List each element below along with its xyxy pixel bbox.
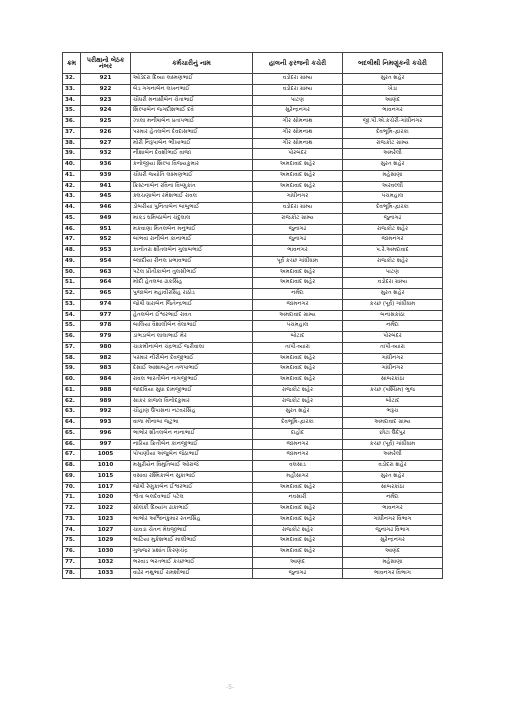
table-row <box>63 568 443 579</box>
table-row <box>63 224 443 235</box>
row-seat-number: 996 <box>81 428 131 439</box>
row-new-office: પ.રે.અમદાવાદ <box>343 246 443 257</box>
row-current-office: મહીસાગર <box>253 471 343 482</box>
row-employee-name: કનોજીયા શિલ્પા વિજયકુમાર <box>131 160 253 171</box>
row-new-office: ભાવનગર <box>343 106 443 117</box>
row-sr: 33. <box>63 84 81 95</box>
row-sr: 64. <box>63 418 81 429</box>
table-row <box>63 385 443 396</box>
row-seat-number: 925 <box>81 117 131 128</box>
table-row <box>63 375 443 386</box>
row-current-office: તાપી-વ્યારા <box>253 342 343 353</box>
row-new-office: દેવભૂમિ-દ્વારકા <box>343 127 443 138</box>
transfer-table <box>62 52 443 579</box>
row-sr: 37. <box>63 127 81 138</box>
row-current-office: રાજકોટ ગ્રામ્ય <box>253 213 343 224</box>
header-employee-name: કર્મચારીનું નામ <box>131 53 253 74</box>
row-employee-name: બાંભવા રાનીબેન કાનાભાઈ <box>131 235 253 246</box>
row-sr: 49. <box>63 256 81 267</box>
row-new-office: ગાંધીનગર <box>343 364 443 375</box>
header-seat-number: પરીક્ષાનો બેઠક નંબર <box>81 53 131 74</box>
row-seat-number: 977 <box>81 310 131 321</box>
row-current-office: વલસાડ <box>253 461 343 472</box>
row-new-office: આણંદ <box>343 95 443 106</box>
row-employee-name: માકડ ઘમિષ્ઠાબેન ચંદુલાલ <box>131 213 253 224</box>
row-seat-number: 941 <box>81 181 131 192</box>
row-current-office: અમદાવાદ શહેર <box>253 375 343 386</box>
row-sr: 71. <box>63 493 81 504</box>
row-new-office: રાજકોટ ગ્રામ્ય <box>343 138 443 149</box>
row-new-office: રાજકોટ શહેર <box>343 224 443 235</box>
row-current-office: નવસારી <box>253 493 343 504</box>
row-new-office: સુરત શહેર <box>343 74 443 85</box>
table-row <box>63 450 443 461</box>
row-sr: 43. <box>63 192 81 203</box>
row-seat-number: 1015 <box>81 471 131 482</box>
row-current-office: જામનગર <box>253 450 343 461</box>
row-sr: 50. <box>63 267 81 278</box>
header-new-office: બદલીથી નિમણૂંકની કચેરી <box>343 53 443 74</box>
row-current-office: સુરત શહેર <box>253 407 343 418</box>
row-employee-name: નારિયા ક્રિતીબેન કાનજીભાઈ <box>131 439 253 450</box>
row-new-office: જી.પી.એ.કચેરી-ગાંધીનગર <box>343 117 443 128</box>
row-seat-number: 945 <box>81 192 131 203</box>
row-employee-name: જાદવિયા સુધા દામજીભાઈ <box>131 385 253 396</box>
row-employee-name: ઓડેદરા દિવ્યા લક્ષ્મણભાઈ <box>131 74 253 85</box>
row-seat-number: 936 <box>81 160 131 171</box>
row-current-office: સુરેન્દ્રનગર <box>253 106 343 117</box>
row-employee-name: હેતલબેન ઈશ્વરભાઈ રાવત <box>131 310 253 321</box>
row-current-office: વડોદરા ગ્રામ્ય <box>253 74 343 85</box>
row-sr: 35. <box>63 106 81 117</box>
row-seat-number: 965 <box>81 289 131 300</box>
row-employee-name: મકવાણા મિતલબેન મનુભાઈ <box>131 224 253 235</box>
row-employee-name: પરમાર નીરીબેન દેવજીભાઈ <box>131 353 253 364</box>
table-row <box>63 149 443 160</box>
table-row <box>63 299 443 310</box>
row-current-office: દાહોદ <box>253 428 343 439</box>
row-current-office: રાજકોટ શહેર <box>253 385 343 396</box>
row-current-office: અમદાવાદ શહેર <box>253 267 343 278</box>
row-current-office: નર્મદા <box>253 289 343 300</box>
row-sr: 46. <box>63 224 81 235</box>
row-new-office: જુનાગઢ વિભાગ <box>343 525 443 536</box>
row-sr: 41. <box>63 170 81 181</box>
table-row <box>63 536 443 547</box>
row-sr: 32. <box>63 74 81 85</box>
row-new-office: સુરત શહેર <box>343 289 443 300</box>
table-row <box>63 170 443 181</box>
row-current-office: અમદાવાદ શહેર <box>253 482 343 493</box>
row-employee-name: ડોબરીયા પુનિતાબેન બાબુભાઈ <box>131 203 253 214</box>
row-sr: 67. <box>63 450 81 461</box>
row-new-office: જામનગર <box>343 235 443 246</box>
row-sr: 42. <box>63 181 81 192</box>
row-sr: 51. <box>63 278 81 289</box>
table-row <box>63 84 443 95</box>
row-current-office: અમદાવાદ શહેર <box>253 504 343 515</box>
table-row <box>63 74 443 85</box>
row-current-office: અમદાવાદ ગ્રામ્ય <box>253 310 343 321</box>
row-current-office: વડોદરા ગ્રામ્ય <box>253 84 343 95</box>
row-current-office: અમદાવાદ શહેર <box>253 514 343 525</box>
row-new-office: અરવલ્લી <box>343 181 443 192</box>
row-seat-number: 951 <box>81 224 131 235</box>
row-seat-number: 1020 <box>81 493 131 504</box>
row-seat-number: 983 <box>81 364 131 375</box>
row-employee-name: સોલંકી દિવ્યાંગ ઢાકાભાઈ <box>131 504 253 515</box>
row-seat-number: 1032 <box>81 557 131 568</box>
table-row <box>63 95 443 106</box>
row-new-office: સુરત શહેર <box>343 160 443 171</box>
row-new-office: કચ્છ (પશ્ચિમ) ભુજ <box>343 385 443 396</box>
table-row <box>63 321 443 332</box>
row-sr: 72. <box>63 504 81 515</box>
row-new-office: વડોદરા ગ્રામ્ય <box>343 278 443 289</box>
row-current-office: પૂર્વ કચ્છ ગાંધીધામ <box>253 256 343 267</box>
row-seat-number: 992 <box>81 407 131 418</box>
row-current-office: જામનગર <box>253 299 343 310</box>
row-sr: 39. <box>63 149 81 160</box>
table-row <box>63 235 443 246</box>
row-sr: 54. <box>63 310 81 321</box>
row-current-office: અમદાવાદ શહેર <box>253 547 343 558</box>
row-seat-number: 952 <box>81 235 131 246</box>
row-current-office: ગીર સોમનાથ <box>253 138 343 149</box>
row-seat-number: 1010 <box>81 461 131 472</box>
row-current-office: જુનાગઢ <box>253 235 343 246</box>
row-current-office: પોરબંદર <box>253 149 343 160</box>
row-seat-number: 1030 <box>81 547 131 558</box>
row-sr: 65. <box>63 428 81 439</box>
row-employee-name: પોપાણીયા અંજુબેન જેઠાભાઈ <box>131 450 253 461</box>
table-row <box>63 439 443 450</box>
row-employee-name: વાઢેર નથુભાઈ રામશીભાઈ <box>131 568 253 579</box>
row-new-office: બનાસકાંઠા <box>343 310 443 321</box>
row-sr: 44. <box>63 203 81 214</box>
row-employee-name: ચાવડા ચેતન મેઘજીભાઈ <box>131 525 253 536</box>
row-employee-name: ભાટિયા મુકેશભાઈ માલીભાઈ <box>131 536 253 547</box>
row-sr: 55. <box>63 321 81 332</box>
page-footer-mark: -5- <box>226 684 235 691</box>
row-new-office: મહેસાણા <box>343 170 443 181</box>
row-sr: 73. <box>63 514 81 525</box>
row-new-office: ખેડા <box>343 84 443 95</box>
row-sr: 78. <box>63 568 81 579</box>
row-sr: 36. <box>63 117 81 128</box>
row-seat-number: 1005 <box>81 450 131 461</box>
row-seat-number: 939 <box>81 170 131 181</box>
row-employee-name: કાનોતરા શીતલબેન ગુલાબભાઈ <box>131 246 253 257</box>
table-row <box>63 353 443 364</box>
row-seat-number: 1017 <box>81 482 131 493</box>
row-employee-name: વાળા મીનાબા જટુભા <box>131 418 253 429</box>
row-seat-number: 1029 <box>81 536 131 547</box>
row-current-office: આણંદ <box>253 557 343 568</box>
row-sr: 53. <box>63 299 81 310</box>
table-row <box>63 181 443 192</box>
row-current-office: ગીર સોમનાથ <box>253 117 343 128</box>
row-employee-name: મોદી હેતલબા ઢાકસિંહ <box>131 278 253 289</box>
table-row <box>63 106 443 117</box>
row-seat-number: 982 <box>81 353 131 364</box>
row-seat-number: 923 <box>81 95 131 106</box>
row-employee-name: ચૌધરી મનાક્ષીબેન ચેતાભાઈ <box>131 95 253 106</box>
row-employee-name: બ્લાદીયા રીનલ પ્રભાવભાઈ <box>131 256 253 267</box>
row-new-office: બોટાદ <box>343 396 443 407</box>
table-row <box>63 117 443 128</box>
row-employee-name: ચાકમીનાબેન ચંદ્રભાઈ જરીવાલા <box>131 342 253 353</box>
row-sr: 47. <box>63 235 81 246</box>
row-employee-name: ચૌહાણ ઉપાસના નટવરસિંહ <box>131 407 253 418</box>
row-new-office: જુનાગઢ <box>343 213 443 224</box>
row-new-office: રાજકોટ શહેર <box>343 256 443 267</box>
row-new-office: ભરૂચ <box>343 407 443 418</box>
row-sr: 59. <box>63 364 81 375</box>
row-sr: 60. <box>63 375 81 386</box>
table-row <box>63 482 443 493</box>
row-employee-name: જોષી ધારાબેન જિતેન્દ્રભાઈ <box>131 299 253 310</box>
table-row <box>63 213 443 224</box>
table-row <box>63 256 443 267</box>
row-sr: 56. <box>63 332 81 343</box>
row-current-office: અમદાવાદ શહેર <box>253 170 343 181</box>
table-body <box>63 74 443 579</box>
row-new-office: મહેસાણા <box>343 557 443 568</box>
table-row <box>63 246 443 257</box>
row-new-office: છોટા ઉદેપુર <box>343 428 443 439</box>
row-employee-name: ક્લચણાબેન રમેશભાઈ રાવલ <box>131 192 253 203</box>
row-new-office: આણંદ <box>343 547 443 558</box>
row-seat-number: 946 <box>81 203 131 214</box>
table-row <box>63 278 443 289</box>
row-employee-name: બાલિયા વૈશાલીબેન વેલાભાઈ <box>131 321 253 332</box>
row-sr: 34. <box>63 95 81 106</box>
row-new-office: અમદાવાદ ગ્રામ્ય <box>343 418 443 429</box>
row-sr: 77. <box>63 557 81 568</box>
row-sr: 58. <box>63 353 81 364</box>
row-new-office: અમરેલી <box>343 450 443 461</box>
row-sr: 66. <box>63 439 81 450</box>
row-seat-number: 980 <box>81 342 131 353</box>
header-sr: ક્રમ <box>63 53 81 74</box>
row-current-office: જુનાગઢ <box>253 568 343 579</box>
row-seat-number: 924 <box>81 106 131 117</box>
row-current-office: રાજકોટ શહેર <box>253 396 343 407</box>
row-seat-number: 993 <box>81 418 131 429</box>
row-current-office: પાટણ <box>253 95 343 106</box>
row-new-office: ગાંધીનગર <box>343 353 443 364</box>
row-employee-name: પુજાબેન મહાવીરસિંહ રાઠોડ <box>131 289 253 300</box>
row-current-office: ભાવનગર <box>253 246 343 257</box>
row-employee-name: ભાભોર અશ્વિનકુમાર રતનસિંહ <box>131 514 253 525</box>
table-row <box>63 127 443 138</box>
row-new-office: સુરત શહેર <box>343 471 443 482</box>
row-employee-name: ડાભડાબેન લાલાભાઈ મેર <box>131 332 253 343</box>
row-current-office: ગાંધીનગર <box>253 192 343 203</box>
row-employee-name: ભાભોર શીતલબેન નાનાભાઈ <box>131 428 253 439</box>
table-row <box>63 547 443 558</box>
table-row <box>63 203 443 214</box>
row-employee-name: શ્વેતા બલદેવભાઈ પટેલ <box>131 493 253 504</box>
table-row <box>63 557 443 568</box>
row-seat-number: 953 <box>81 246 131 257</box>
row-current-office: રાજકોટ શહેર <box>253 525 343 536</box>
row-employee-name: વસાવા રશ્મિકાબેન સુકાભાઈ <box>131 471 253 482</box>
row-seat-number: 1023 <box>81 514 131 525</box>
row-employee-name: મસુરીયેન વિમુતિબાઈ ઓરાજે <box>131 461 253 472</box>
table-row <box>63 310 443 321</box>
row-sr: 62. <box>63 396 81 407</box>
table-row <box>63 471 443 482</box>
row-employee-name: પટેલ પ્રીતીકાબેન તુલસીભાઈ <box>131 267 253 278</box>
row-employee-name: ક્રિસ્ટનાબેન રવિના વિષ્ણુકાંત <box>131 181 253 192</box>
table-row <box>63 267 443 278</box>
row-sr: 63. <box>63 407 81 418</box>
row-current-office: અમદાવાદ શહેર <box>253 160 343 171</box>
row-employee-name: ઝાલા મનીષાબેન પ્રતાપભાઈ <box>131 117 253 128</box>
table-row <box>63 461 443 472</box>
row-new-office: સુરેન્દ્રનગર <box>343 536 443 547</box>
row-new-office: કચ્છ (પૂર્વ) ગાંધીધામ <box>343 299 443 310</box>
table-row <box>63 364 443 375</box>
row-employee-name: જોષી રેણુકાબેન ઈશ્વરભાઈ <box>131 482 253 493</box>
row-new-office: ભાવનગર વિભાગ <box>343 568 443 579</box>
row-seat-number: 1027 <box>81 525 131 536</box>
row-employee-name: શિલ્પાબેન જગદીશભાઈ દવે <box>131 106 253 117</box>
row-seat-number: 979 <box>81 332 131 343</box>
row-sr: 76. <box>63 547 81 558</box>
row-new-office: પાટણ <box>343 267 443 278</box>
row-current-office: જુનાગઢ <box>253 224 343 235</box>
row-employee-name: મોરી નિરૂપાબેન ભીખાભાઈ <box>131 138 253 149</box>
row-current-office: અમદાવાદ શહેર <box>253 364 343 375</box>
row-seat-number: 932 <box>81 149 131 160</box>
row-new-office: દેવભૂમિ-દ્વારકા <box>343 203 443 214</box>
row-employee-name: ચૌધરી જ્યોતિ લક્ષ્મણભાઈ <box>131 170 253 181</box>
row-seat-number: 988 <box>81 385 131 396</box>
row-new-office: તાપી-વ્યારા <box>343 342 443 353</box>
row-seat-number: 927 <box>81 138 131 149</box>
row-current-office: જામનગર <box>253 439 343 450</box>
row-current-office: વડોદરા ગ્રામ્ય <box>253 203 343 214</box>
row-employee-name: ભરવાડ ભરતભાઈ કચ્છભાઈ <box>131 557 253 568</box>
row-new-office: વડોદરા શહેર <box>343 461 443 472</box>
row-employee-name: રાવલ ભારતીબેન નાગજીભાઈ <box>131 375 253 386</box>
row-employee-name: પરમાર હેતલબેન દેવદાસભાઈ <box>131 127 253 138</box>
row-seat-number: 1033 <box>81 568 131 579</box>
row-seat-number: 921 <box>81 74 131 85</box>
row-current-office: અમદાવાદ શહેર <box>253 353 343 364</box>
row-seat-number: 997 <box>81 439 131 450</box>
row-seat-number: 922 <box>81 84 131 95</box>
table-row <box>63 342 443 353</box>
row-sr: 38. <box>63 138 81 149</box>
table-row <box>63 514 443 525</box>
row-new-office: પોરબંદર <box>343 332 443 343</box>
row-sr: 70. <box>63 482 81 493</box>
row-current-office: દેવભૂમિ-દ્વારકા <box>253 418 343 429</box>
row-seat-number: 954 <box>81 256 131 267</box>
row-new-office: ગાંધીનગર વિભાગ <box>343 514 443 525</box>
row-seat-number: 989 <box>81 396 131 407</box>
table-row <box>63 332 443 343</box>
row-seat-number: 926 <box>81 127 131 138</box>
table-row <box>63 160 443 171</box>
row-new-office: સાબરકાંઠા <box>343 482 443 493</box>
row-sr: 61. <box>63 385 81 396</box>
row-new-office: ભાવનગર <box>343 504 443 515</box>
row-seat-number: 949 <box>81 213 131 224</box>
row-sr: 57. <box>63 342 81 353</box>
row-new-office: સાબરકાંઠા <box>343 375 443 386</box>
table-row <box>63 192 443 203</box>
row-sr: 48. <box>63 246 81 257</box>
row-current-office: અમદાવાદ શહેર <box>253 536 343 547</box>
row-sr: 75. <box>63 536 81 547</box>
table-row <box>63 289 443 300</box>
row-sr: 45. <box>63 213 81 224</box>
table-row <box>63 525 443 536</box>
row-new-office: નર્મદા <box>343 493 443 504</box>
row-sr: 68. <box>63 461 81 472</box>
row-new-office: નર્મદા <box>343 321 443 332</box>
row-sr: 52. <box>63 289 81 300</box>
row-seat-number: 964 <box>81 278 131 289</box>
row-seat-number: 984 <box>81 375 131 386</box>
row-employee-name: નીશાબેન દેવશીભાઈ વાજા <box>131 149 253 160</box>
row-new-office: અમરેલી <box>343 149 443 160</box>
row-employee-name: ગુજ્જર પ્રશાંત કિરણચંદ્ર <box>131 547 253 558</box>
table-row <box>63 138 443 149</box>
row-current-office: અમદાવાદ શહેર <box>253 278 343 289</box>
row-employee-name: દેસાઈ આશાબહેન તળપાભાઈ <box>131 364 253 375</box>
row-new-office: પંચમહાલ <box>343 192 443 203</box>
row-seat-number: 1022 <box>81 504 131 515</box>
table-row <box>63 407 443 418</box>
row-employee-name: સાકર કાજલ વિનોદકુમાર <box>131 396 253 407</box>
row-employee-name: બેડ ગગનાબેન લખનભાઈ <box>131 84 253 95</box>
row-sr: 69. <box>63 471 81 482</box>
table-row <box>63 418 443 429</box>
row-sr: 74. <box>63 525 81 536</box>
row-seat-number: 974 <box>81 299 131 310</box>
row-current-office: બોટાદ <box>253 332 343 343</box>
row-seat-number: 963 <box>81 267 131 278</box>
row-sr: 40. <box>63 160 81 171</box>
row-seat-number: 978 <box>81 321 131 332</box>
row-current-office: ગીર સોમનાથ <box>253 127 343 138</box>
row-current-office: પંચમહાલ <box>253 321 343 332</box>
table-row <box>63 428 443 439</box>
table-row <box>63 504 443 515</box>
table-row <box>63 493 443 504</box>
row-current-office: અમદાવાદ શહેર <box>253 181 343 192</box>
header-current-office: હાલની ફરજની કચેરી <box>253 53 343 74</box>
table-header-row <box>63 53 443 74</box>
row-new-office: કચ્છ (પૂર્વ) ગાંધીધામ <box>343 439 443 450</box>
table-row <box>63 396 443 407</box>
